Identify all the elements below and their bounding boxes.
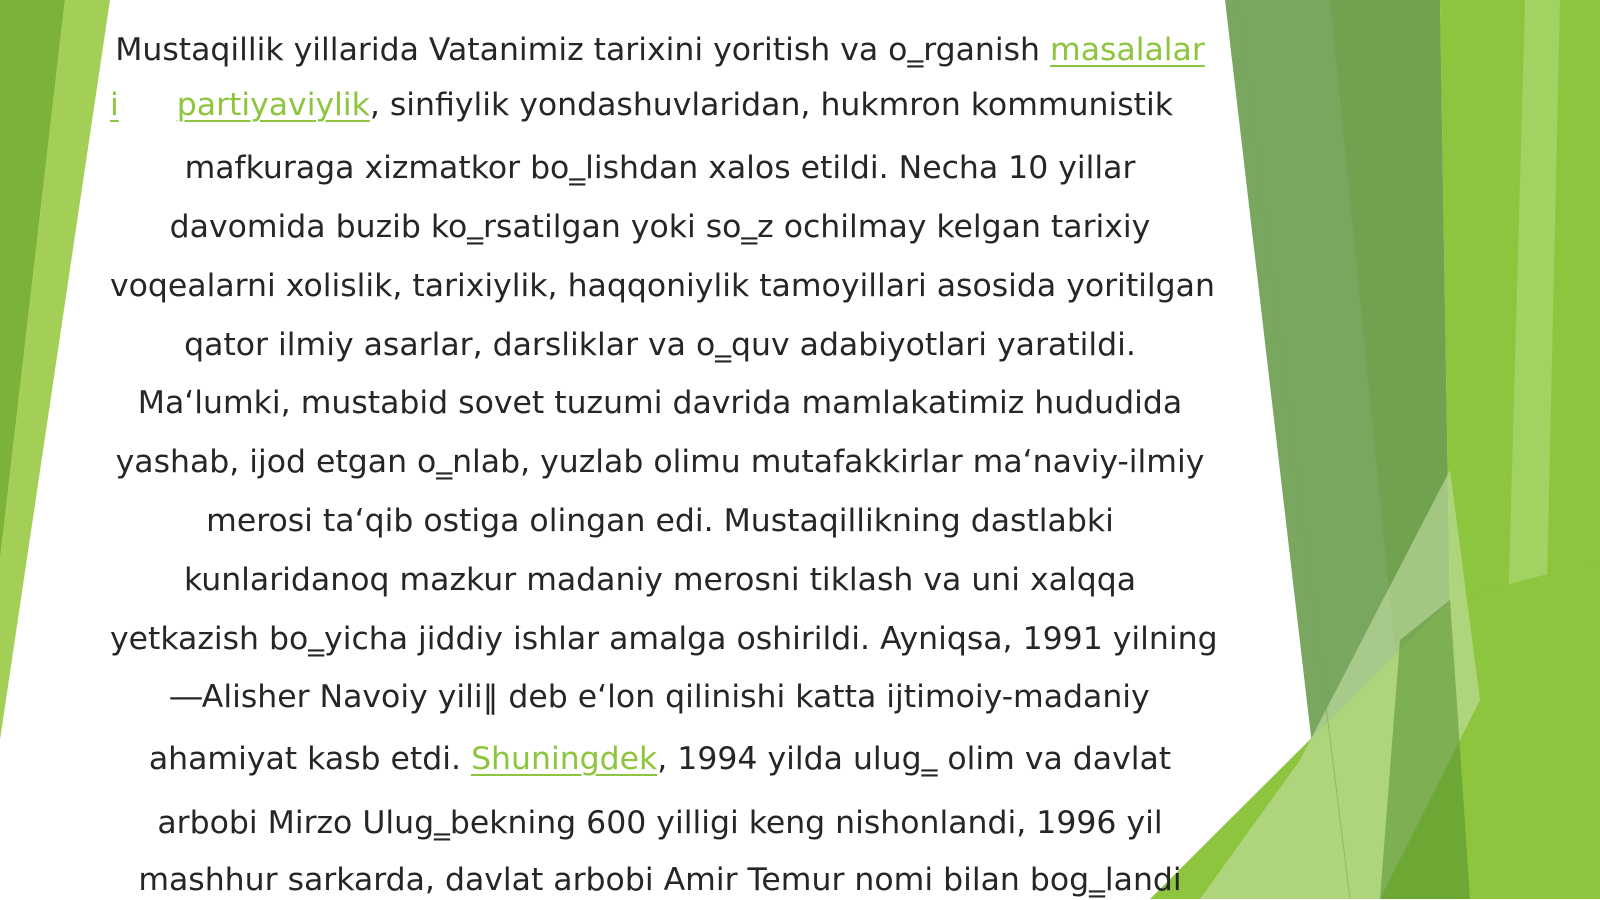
text-line-5: voqealarni xolislik, tarixiylik, haqqoniylik tamoyillari asosida yoritilgan — [110, 268, 1215, 304]
text-line-12: ―Alisher Navoiy yili‖ deb e‘lon qilinishi katta ijtimoiy-madaniy — [170, 679, 1150, 715]
text-line-1 — [110, 30, 1210, 70]
text-line-11: yetkazish bo‗yicha jiddiy ishlar amalga oshirildi. Ayniqsa, 1991 yilning — [110, 621, 1218, 657]
text-line-8: yashab, ijod etgan o‗nlab, yuzlab olimu mutafakkirlar ma‘naviy-ilmiy — [115, 444, 1205, 480]
text-line-2 — [110, 85, 1210, 125]
text-span: Mustaqillik yillarida Vatanimiz tarixini yoritish va o‗rganish — [115, 32, 1051, 68]
text-line-4: davomida buzib ko‗rsatilgan yoki so‗z ochilmay kelgan tarixiy — [169, 209, 1151, 245]
text-line-13 — [110, 739, 1210, 779]
text-line-15: mashhur sarkarda, davlat arbobi Amir Temur nomi bilan bog‗landi — [138, 862, 1182, 898]
text-line-6: qator ilmiy asarlar, darsliklar va o‗quv adabiyotlari yaratildi. — [184, 327, 1136, 363]
text-line-9: merosi ta‘qib ostiga olingan edi. Mustaqillikning dastlabki — [206, 503, 1114, 539]
slide-body-text — [110, 0, 1218, 899]
hyperlink-shuningdek[interactable]: Shuningdek — [471, 741, 658, 777]
hyperlink-partiyaviylik[interactable]: partiyaviylik — [176, 87, 370, 123]
text-line-10: kunlaridanoq mazkur madaniy merosni tiklash va uni xalqqa — [183, 562, 1137, 598]
text-line-3: mafkuraga xizmatkor bo‗lishdan xalos etildi. Necha 10 yillar — [184, 150, 1136, 186]
text-span: ahamiyat kasb etdi. — [148, 741, 472, 777]
hyperlink-masalalar[interactable]: masalalar — [1050, 32, 1205, 68]
text-line-14: arbobi Mirzo Ulug‗bekning 600 yilligi keng nishonlandi, 1996 yil — [157, 805, 1163, 841]
text-line-7: Ma‘lumki, mustabid sovet tuzumi davrida mamlakatimiz hududida — [137, 385, 1183, 421]
text-span: , sinfiylik yondashuvlaridan, hukmron kommunistik — [369, 87, 1174, 123]
text-span: , 1994 yilda ulug‗ olim va davlat — [657, 741, 1172, 777]
hyperlink-i[interactable]: i — [110, 87, 119, 123]
